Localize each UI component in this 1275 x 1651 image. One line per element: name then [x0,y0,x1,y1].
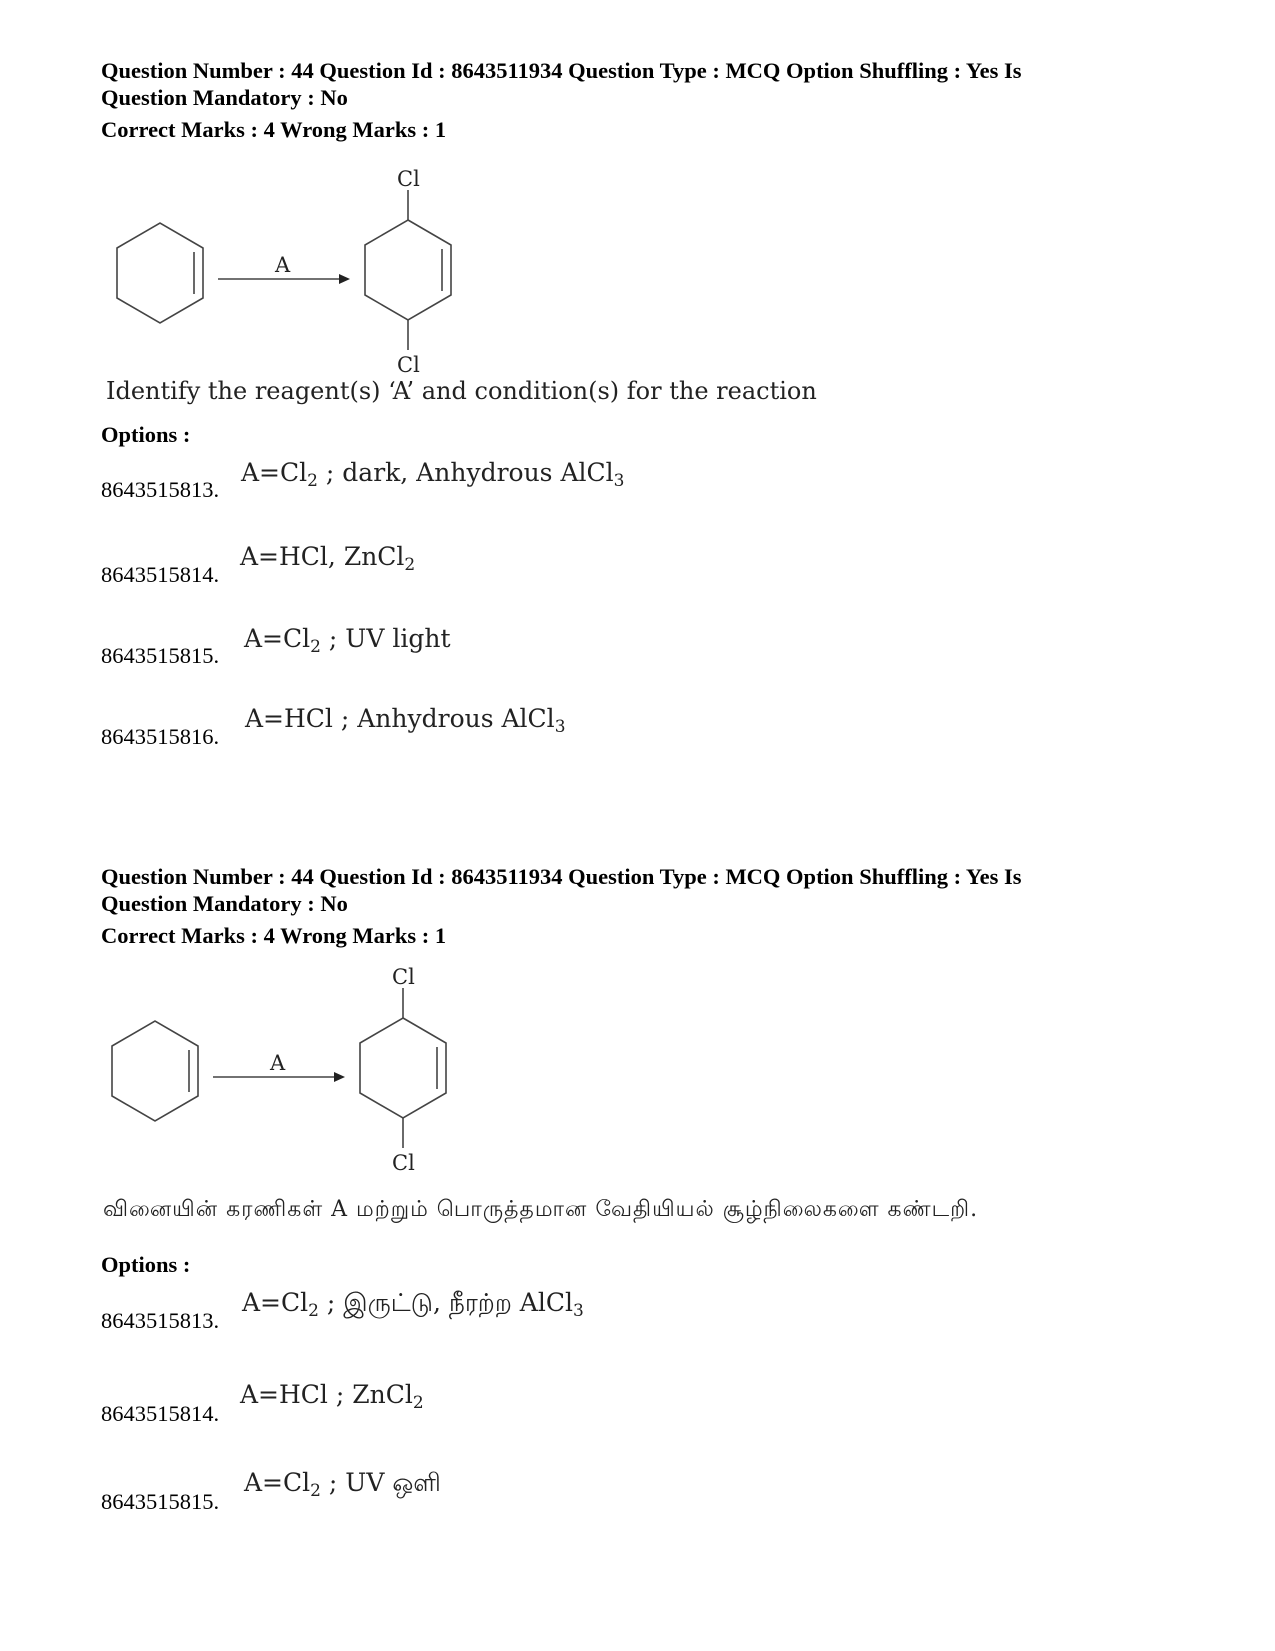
options-label: Options : [101,1252,191,1277]
dichlorocyclohexene-ring [365,220,451,320]
reaction-scheme [105,162,485,382]
marks-line: Correct Marks : 4 Wrong Marks : 1 [101,923,447,948]
question-prompt: வினையின் கரணிகள் A மற்றும் பொருத்தமான வேதியியல் சூழ்நிலைகளை கண்டறி. [103,1197,979,1222]
question-header-line1: Question Number : 44 Question Id : 8643511934 Question Type : MCQ Option Shuffling : Yes Is [101,864,1022,889]
option-id: 8643515814. [101,562,220,587]
option-id: 8643515815. [101,1489,220,1514]
question-header-line2: Question Mandatory : No [101,891,348,916]
option-text: $A=Cl_2$ ; dark, Anhydrous AlCl$_3$ [241,458,625,491]
option-id: 8643515814. [101,1401,220,1426]
reagent-label: A [270,1051,286,1075]
option-id: 8643515815. [101,643,220,668]
substituent-bottom: Cl [392,1151,415,1175]
option-text: $A=Cl_2$ ; UV ஒளி [244,1468,441,1501]
dichlorocyclohexene-ring [360,1018,446,1118]
option-text: $A=Cl_2$ ; UV light [244,624,451,657]
marks-line: Correct Marks : 4 Wrong Marks : 1 [101,117,447,142]
arrow-head [334,1072,345,1082]
option-text: A=HCl, ZnCl$_2$ [240,542,416,575]
cyclohexene-ring [117,223,203,323]
reagent-label: A [275,253,291,277]
substituent-top: Cl [397,167,420,191]
option-text: A=HCl ; Anhydrous AlCl$_3$ [245,704,566,737]
option-text: $A=Cl_2$ ; இருட்டு, நீரற்ற AlCl$_3$ [242,1288,584,1321]
question-header-line2: Question Mandatory : No [101,85,348,110]
arrow-head [339,274,350,284]
option-id: 8643515813. [101,1308,220,1333]
substituent-top: Cl [392,965,415,989]
options-label: Options : [101,422,191,447]
reaction-scheme [100,960,480,1180]
question-prompt: Identify the reagent(s) ‘A’ and condition(s) for the reaction [106,377,817,405]
option-text: A=HCl ; ZnCl$_2$ [240,1380,424,1413]
option-id: 8643515816. [101,724,220,749]
cyclohexene-ring [112,1021,198,1121]
question-header-line1: Question Number : 44 Question Id : 8643511934 Question Type : MCQ Option Shuffling : Yes Is [101,58,1022,83]
option-id: 8643515813. [101,477,220,502]
substituent-bottom: Cl [397,353,420,377]
